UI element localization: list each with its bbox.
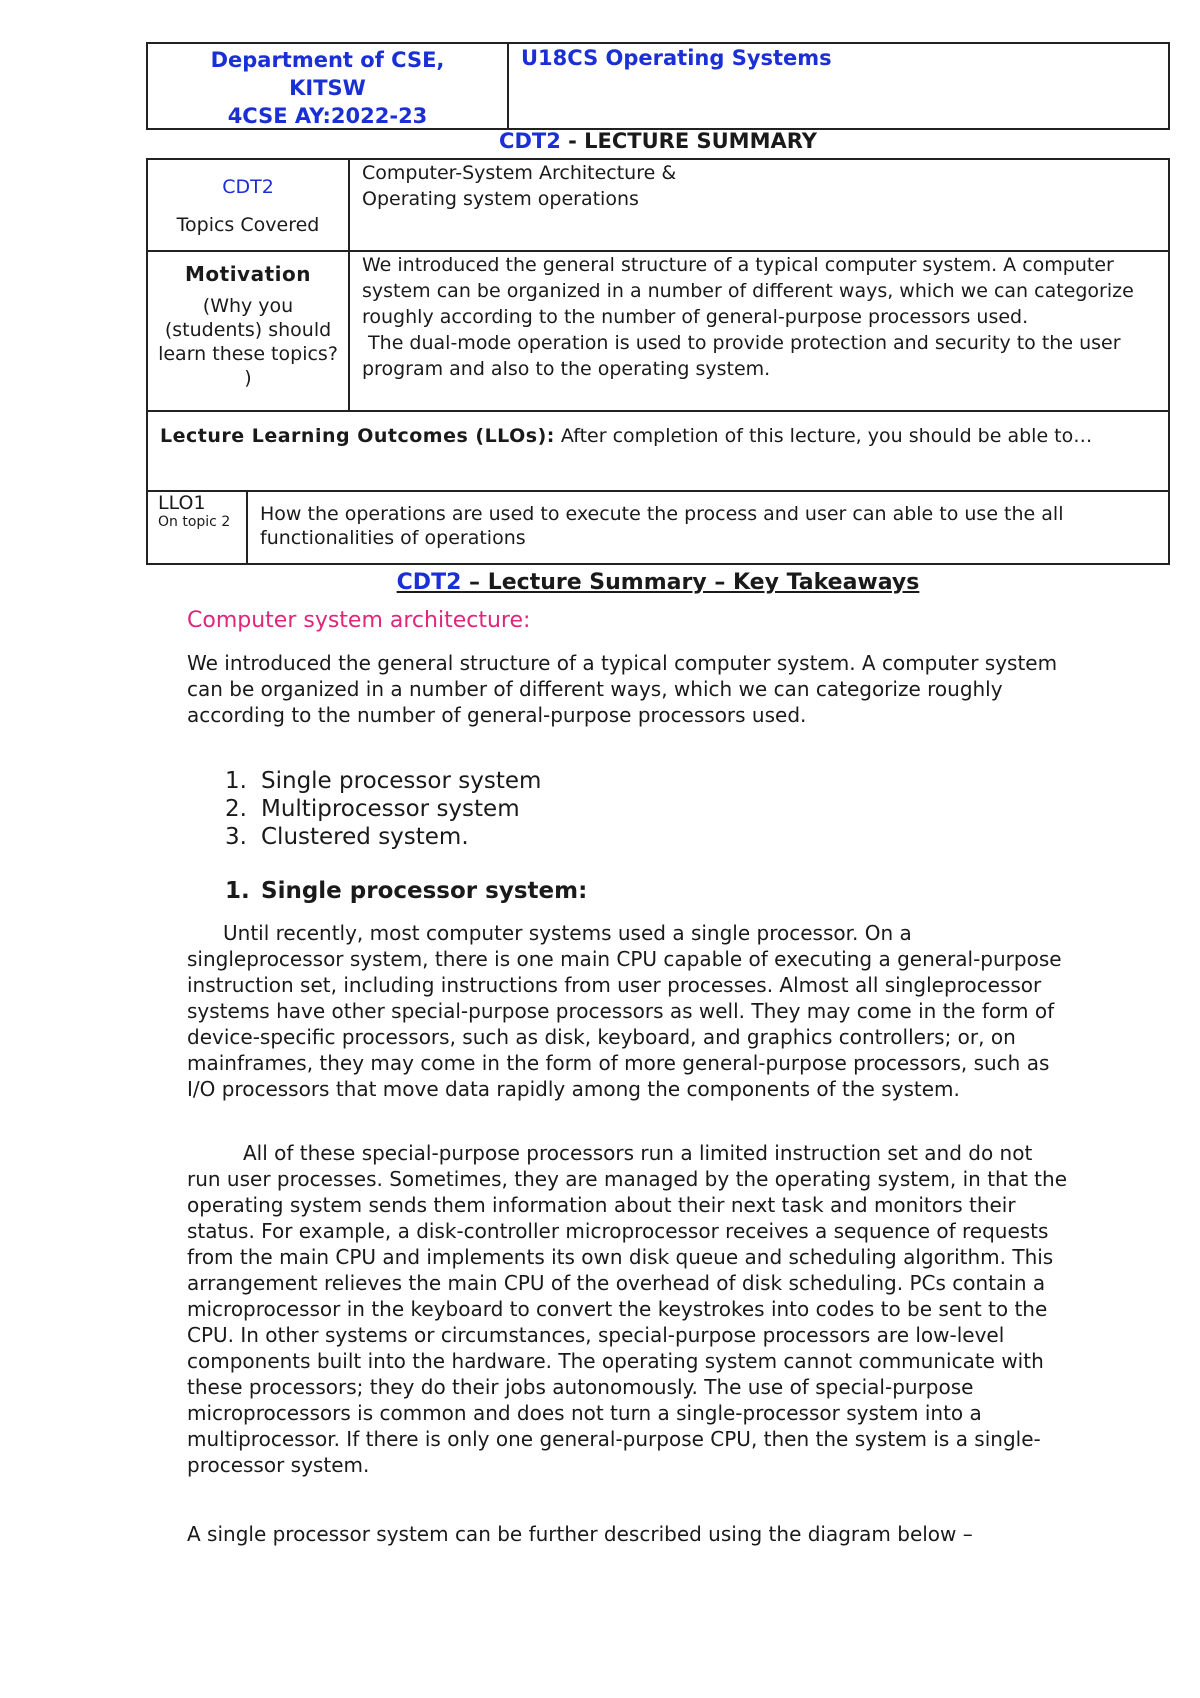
key-takeaways-label: – Lecture Summary – Key Takeaways	[461, 570, 920, 595]
key-takeaways-code: CDT2	[396, 570, 462, 595]
paragraph-special-purpose: All of these special-purpose processors run a limited instruction set and do not run user processes. Sometimes, they are managed by the operating system, in that the operating system sends them information about their next task and monitors their status. For example, a disk-controller microprocessor receives a sequence of requests from the main CPU and implements its own disk queue and scheduling algorithm. This arrangement relieves the main CPU of the overhead of disk scheduling. PCs contain a microprocessor in the keyboard to convert the keystrokes into codes to be sent to the CPU. In other systems or circumstances, special-purpose processors are low-level components built into the hardware. The operating system cannot communicate with these processors; they do their jobs autonomously. The use of special-purpose microprocessors is common and does not turn a single-processor system into a multiprocessor. If there is only one general-purpose CPU, then the system is a single-processor system.	[187, 1141, 1067, 1477]
lecture-summary-title	[146, 129, 1170, 153]
list-label: Single processor system	[261, 768, 542, 794]
class-year: 4CSE AY:2022-23	[227, 104, 428, 128]
list-number: 2.	[225, 796, 247, 822]
single-processor-heading	[225, 878, 587, 904]
course-title: U18CS Operating Systems	[521, 46, 832, 70]
subheading-label: Single processor system:	[261, 878, 588, 904]
topics-row	[148, 160, 1168, 252]
topics-label: Topics Covered	[176, 214, 320, 236]
department-name: Department of CSE,	[210, 48, 445, 72]
motivation-text-1: We introduced the general structure of a typical computer system. A computer system can be organized in a number of different ways, which we can categorize roughly according to the number of general-purpose processors used.	[362, 254, 1134, 328]
course-cell	[509, 44, 1168, 128]
list-label: Clustered system.	[261, 824, 469, 850]
list-number: 1.	[225, 768, 247, 794]
llo-header-cell	[148, 412, 1104, 490]
institute-name: KITSW	[289, 76, 366, 100]
llo1-label: LLO1	[158, 492, 206, 514]
intro-paragraph: We introduced the general structure of a typical computer system. A computer system can be organized in a number of different ways, which we can categorize roughly according to the number of general-purpose processors used.	[187, 651, 1058, 727]
topics-code: CDT2	[222, 176, 274, 198]
llo-header-bold: Lecture Learning Outcomes (LLOs):	[160, 425, 555, 447]
motivation-text-2: The dual-mode operation is used to provide protection and security to the user program and also to the operating system.	[362, 332, 1127, 380]
summary-label: - LECTURE SUMMARY	[560, 129, 817, 153]
subheading-number: 1.	[225, 878, 250, 904]
list-item	[225, 823, 541, 851]
paragraph-single-processor: Until recently, most computer systems used a single processor. On a singleprocessor system, there is one main CPU capable of executing a general-purpose instruction set, including instructions from user processes. Almost all singleprocessor systems have other special-purpose processors as well. They may come in the form of device-specific processors, such as disk, keyboard, and graphics controllers; or, on mainframes, they may come in the form of more general-purpose processors, such as I/O processors that move data rapidly among the components of the system.	[187, 921, 1062, 1101]
header-table	[146, 42, 1170, 130]
section-title: Computer system architecture:	[187, 608, 531, 633]
key-takeaways-heading	[146, 570, 1170, 595]
motivation-content-cell	[350, 252, 1168, 410]
motivation-question: (Why you (students) should learn these topics? )	[158, 295, 338, 389]
list-item	[225, 795, 541, 823]
motivation-label: Motivation	[185, 262, 311, 286]
llo1-topic: On topic 2	[158, 514, 231, 530]
llo1-text: How the operations are used to execute the process and user can able to use the all functionalities of operations	[260, 503, 1064, 549]
list-label: Multiprocessor system	[261, 796, 520, 822]
llo1-content-cell	[248, 492, 1168, 563]
list-item	[225, 767, 541, 795]
topics-label-cell	[148, 160, 350, 250]
topic-line-1: Computer-System Architecture &	[362, 162, 677, 184]
lecture-summary-table	[146, 158, 1170, 565]
llo-header-row	[148, 412, 1168, 492]
llo-header-text: After completion of this lecture, you should be able to…	[554, 425, 1093, 447]
motivation-label-cell	[148, 252, 350, 410]
list-number: 3.	[225, 824, 247, 850]
topics-content-cell	[350, 160, 1168, 250]
system-types-list	[225, 767, 541, 851]
motivation-row	[148, 252, 1168, 412]
paragraph-diagram-intro: A single processor system can be further described using the diagram below –	[187, 1522, 973, 1546]
llo1-row	[148, 492, 1168, 563]
llo1-label-cell	[148, 492, 248, 563]
department-cell	[148, 44, 509, 128]
topic-line-2: Operating system operations	[362, 188, 639, 210]
summary-code: CDT2	[499, 129, 561, 153]
